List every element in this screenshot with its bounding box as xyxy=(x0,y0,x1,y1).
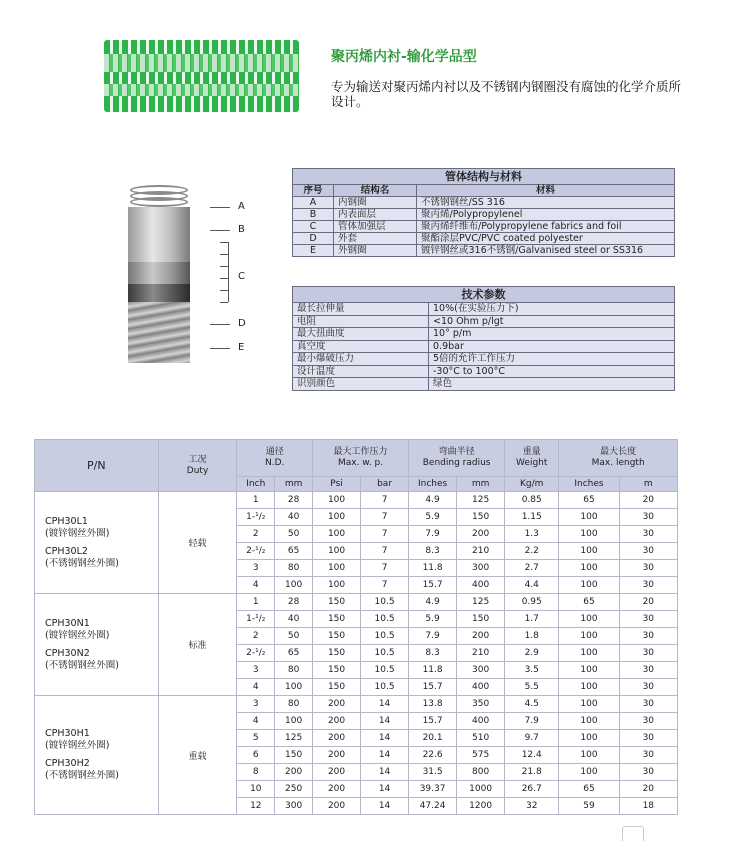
label-c: C xyxy=(238,271,245,282)
table-cell: 14 xyxy=(361,713,409,730)
table-cell: 4 xyxy=(237,713,275,730)
table-cell: 7 xyxy=(361,492,409,509)
unit-header: mm xyxy=(457,477,505,492)
structure-id: E xyxy=(293,245,334,257)
diagram-leaders xyxy=(210,200,270,360)
table-cell: 7 xyxy=(361,577,409,594)
table-cell: 5.9 xyxy=(409,509,457,526)
table-cell: 47.24 xyxy=(409,798,457,815)
table-cell: 1.7 xyxy=(505,611,559,628)
param-value: -30°C to 100°C xyxy=(429,365,675,378)
table-cell: 100 xyxy=(313,577,361,594)
param-value: 5倍的允许工作压力 xyxy=(429,353,675,366)
part-number: CPH30H1 xyxy=(45,728,90,739)
table-cell: 2.2 xyxy=(505,543,559,560)
table-cell: 30 xyxy=(619,696,677,713)
table-cell: 30 xyxy=(619,645,677,662)
table-cell: 10.5 xyxy=(361,679,409,696)
table-cell: 125 xyxy=(275,730,313,747)
table-cell: 100 xyxy=(313,560,361,577)
part-number-note: (镀锌钢丝外圈) xyxy=(45,740,110,751)
table-cell: 11.8 xyxy=(409,662,457,679)
table-cell: 80 xyxy=(275,696,313,713)
table-cell: 100 xyxy=(559,628,619,645)
param-row xyxy=(293,378,675,391)
table-cell: 65 xyxy=(275,543,313,560)
part-number-note: (镀锌钢丝外圈) xyxy=(45,527,110,539)
structure-row xyxy=(293,233,675,245)
table-cell: 30 xyxy=(619,509,677,526)
unit-header: bar xyxy=(361,477,409,492)
param-row xyxy=(293,328,675,341)
table-cell: 20.1 xyxy=(409,730,457,747)
table-cell: 3.5 xyxy=(505,662,559,679)
table-cell: 100 xyxy=(559,611,619,628)
table-cell: 28 xyxy=(275,492,313,509)
table-cell: 100 xyxy=(313,492,361,509)
part-number: CPH30L1 xyxy=(45,515,88,527)
table-cell: 4.5 xyxy=(505,696,559,713)
part-number-note: (不锈钢钢丝外圈) xyxy=(45,659,119,671)
table-cell: 5.9 xyxy=(409,611,457,628)
table-cell: 200 xyxy=(313,696,361,713)
table-cell: 10.5 xyxy=(361,628,409,645)
table-cell: 400 xyxy=(457,577,505,594)
table-cell: 21.8 xyxy=(505,764,559,781)
part-number-cell xyxy=(35,696,159,815)
table-row xyxy=(35,696,678,713)
table-cell: 30 xyxy=(619,560,677,577)
table-cell: 10.5 xyxy=(361,594,409,611)
table-cell: 200 xyxy=(457,526,505,543)
table-cell: 100 xyxy=(275,713,313,730)
table-cell: 4 xyxy=(237,679,275,696)
product-description: 专为输送对聚丙烯内衬以及不锈钢内钢圈没有腐蚀的化学介质所设计。 xyxy=(331,79,682,109)
table-cell: 200 xyxy=(275,764,313,781)
hose-construction-illustration xyxy=(120,185,198,365)
part-number: CPH30N1 xyxy=(45,617,90,629)
params-title: 技术参数 xyxy=(293,287,675,303)
structure-row xyxy=(293,221,675,233)
table-cell: 31.5 xyxy=(409,764,457,781)
unit-header: Psi xyxy=(313,477,361,492)
unit-header: Kg/m xyxy=(505,477,559,492)
label-d: D xyxy=(238,318,246,329)
table-cell: 100 xyxy=(559,509,619,526)
table-cell: 18 xyxy=(619,798,677,815)
param-value: 10° p/m xyxy=(429,328,675,341)
table-cell: 14 xyxy=(361,798,409,815)
table-cell: 100 xyxy=(559,543,619,560)
table-row xyxy=(35,594,678,611)
table-cell: 12 xyxy=(237,798,275,815)
table-cell: 300 xyxy=(457,560,505,577)
table-cell: 100 xyxy=(559,679,619,696)
table-cell: 1 xyxy=(237,594,275,611)
table-cell: 250 xyxy=(275,781,313,798)
table-cell: 13.8 xyxy=(409,696,457,713)
table-cell: 30 xyxy=(619,713,677,730)
table-cell: 150 xyxy=(313,662,361,679)
table-cell: 3 xyxy=(237,560,275,577)
part-number: CPH30L2 xyxy=(45,545,88,557)
structure-id: D xyxy=(293,233,334,245)
table-cell: 20 xyxy=(619,594,677,611)
structure-header-name: 结构名 xyxy=(334,185,417,197)
table-cell: 100 xyxy=(559,730,619,747)
product-title: 聚丙烯内衬-输化学品型 xyxy=(331,49,477,65)
technical-params-table xyxy=(292,286,675,391)
table-cell: 30 xyxy=(619,679,677,696)
param-value: 绿色 xyxy=(429,378,675,391)
table-cell: 100 xyxy=(559,526,619,543)
unit-header: Inch xyxy=(237,477,275,492)
table-cell: 10.5 xyxy=(361,645,409,662)
param-value: 10%(在实验压力下) xyxy=(429,303,675,316)
corner-tab-icon xyxy=(622,826,644,841)
table-cell: 150 xyxy=(313,628,361,645)
param-row xyxy=(293,353,675,366)
table-cell: 200 xyxy=(313,713,361,730)
table-cell: 2-¹/₂ xyxy=(237,543,275,560)
table-cell: 0.95 xyxy=(505,594,559,611)
part-number-cell xyxy=(35,492,159,594)
table-cell: 150 xyxy=(313,611,361,628)
table-cell: 14 xyxy=(361,764,409,781)
table-cell: 40 xyxy=(275,509,313,526)
table-cell: 200 xyxy=(313,730,361,747)
table-cell: 510 xyxy=(457,730,505,747)
table-cell: 14 xyxy=(361,696,409,713)
table-cell: 200 xyxy=(313,747,361,764)
table-cell: 30 xyxy=(619,526,677,543)
table-cell: 100 xyxy=(275,577,313,594)
table-cell: 1200 xyxy=(457,798,505,815)
label-a: A xyxy=(238,201,245,212)
table-row xyxy=(35,492,678,509)
table-cell: 40 xyxy=(275,611,313,628)
table-cell: 100 xyxy=(559,747,619,764)
table-cell: 0.85 xyxy=(505,492,559,509)
table-cell: 14 xyxy=(361,781,409,798)
table-cell: 28 xyxy=(275,594,313,611)
table-cell: 8 xyxy=(237,764,275,781)
table-cell: 4.9 xyxy=(409,594,457,611)
table-cell: 3 xyxy=(237,696,275,713)
table-cell: 100 xyxy=(559,560,619,577)
table-cell: 30 xyxy=(619,543,677,560)
table-cell: 125 xyxy=(457,594,505,611)
table-cell: 1-¹/₂ xyxy=(237,611,275,628)
header-pn: P/N xyxy=(35,440,159,492)
part-number: CPH30H2 xyxy=(45,758,90,769)
table-cell: 30 xyxy=(619,577,677,594)
table-cell: 10.5 xyxy=(361,611,409,628)
table-cell: 15.7 xyxy=(409,679,457,696)
table-cell: 7 xyxy=(361,526,409,543)
table-cell: 210 xyxy=(457,645,505,662)
table-cell: 1-¹/₂ xyxy=(237,509,275,526)
table-cell: 7 xyxy=(361,543,409,560)
table-cell: 4 xyxy=(237,577,275,594)
table-cell: 26.7 xyxy=(505,781,559,798)
table-cell: 30 xyxy=(619,628,677,645)
param-label: 识别颜色 xyxy=(293,378,429,391)
param-row xyxy=(293,365,675,378)
structure-row xyxy=(293,245,675,257)
structure-header-material: 材料 xyxy=(417,185,675,197)
table-cell: 2 xyxy=(237,628,275,645)
table-cell: 1.8 xyxy=(505,628,559,645)
table-cell: 2-¹/₂ xyxy=(237,645,275,662)
table-cell: 7 xyxy=(361,560,409,577)
table-cell: 200 xyxy=(313,798,361,815)
table-cell: 30 xyxy=(619,730,677,747)
table-cell: 200 xyxy=(313,764,361,781)
part-number: CPH30N2 xyxy=(45,647,90,659)
table-cell: 7.9 xyxy=(409,526,457,543)
table-cell: 20 xyxy=(619,781,677,798)
table-cell: 12.4 xyxy=(505,747,559,764)
unit-header: Inches xyxy=(409,477,457,492)
table-cell: 300 xyxy=(457,662,505,679)
param-label: 最长拉伸量 xyxy=(293,303,429,316)
param-row xyxy=(293,340,675,353)
label-e: E xyxy=(238,342,245,353)
table-cell: 100 xyxy=(275,679,313,696)
table-cell: 14 xyxy=(361,747,409,764)
table-cell: 1.15 xyxy=(505,509,559,526)
table-cell: 100 xyxy=(313,509,361,526)
table-cell: 4.4 xyxy=(505,577,559,594)
table-cell: 2 xyxy=(237,526,275,543)
structure-row xyxy=(293,197,675,209)
table-cell: 7 xyxy=(361,509,409,526)
part-number-note: (不锈钢钢丝外圈) xyxy=(45,770,119,781)
table-cell: 65 xyxy=(559,781,619,798)
table-cell: 30 xyxy=(619,611,677,628)
param-label: 真空度 xyxy=(293,340,429,353)
table-cell: 200 xyxy=(457,628,505,645)
param-row xyxy=(293,315,675,328)
table-cell: 100 xyxy=(559,577,619,594)
header-duty: 工况 Duty xyxy=(158,440,237,492)
table-cell: 100 xyxy=(559,713,619,730)
param-value: 0.9bar xyxy=(429,340,675,353)
table-cell: 5 xyxy=(237,730,275,747)
table-cell: 100 xyxy=(559,662,619,679)
table-cell: 7.9 xyxy=(505,713,559,730)
table-cell: 14 xyxy=(361,730,409,747)
table-cell: 210 xyxy=(457,543,505,560)
param-label: 最大扭曲度 xyxy=(293,328,429,341)
part-number-note: (不锈钢钢丝外圈) xyxy=(45,557,119,569)
table-cell: 100 xyxy=(559,645,619,662)
table-cell: 800 xyxy=(457,764,505,781)
structure-material: 聚酯涂层PVC/PVC coated polyester xyxy=(417,233,675,245)
structure-materials-table xyxy=(292,168,675,257)
table-cell: 65 xyxy=(559,492,619,509)
table-cell: 400 xyxy=(457,713,505,730)
table-cell: 575 xyxy=(457,747,505,764)
table-cell: 8.3 xyxy=(409,543,457,560)
unit-header: Inches xyxy=(559,477,619,492)
table-cell: 7.9 xyxy=(409,628,457,645)
structure-id: C xyxy=(293,221,334,233)
table-cell: 100 xyxy=(313,526,361,543)
table-cell: 150 xyxy=(275,747,313,764)
part-number-cell xyxy=(35,594,159,696)
table-cell: 1000 xyxy=(457,781,505,798)
table-cell: 2.9 xyxy=(505,645,559,662)
structure-material: 聚丙烯/Polypropylenel xyxy=(417,209,675,221)
structure-name: 内表面层 xyxy=(334,209,417,221)
table-cell: 100 xyxy=(559,764,619,781)
table-cell: 11.8 xyxy=(409,560,457,577)
table-cell: 30 xyxy=(619,764,677,781)
duty-cell: 轻载 xyxy=(158,492,237,594)
table-cell: 59 xyxy=(559,798,619,815)
table-cell: 1 xyxy=(237,492,275,509)
table-cell: 5.5 xyxy=(505,679,559,696)
table-cell: 50 xyxy=(275,526,313,543)
table-cell: 39.37 xyxy=(409,781,457,798)
structure-id: A xyxy=(293,197,334,209)
table-cell: 3 xyxy=(237,662,275,679)
table-cell: 2.7 xyxy=(505,560,559,577)
table-cell: 80 xyxy=(275,662,313,679)
param-value: <10 Ohm p/lgt xyxy=(429,315,675,328)
structure-title: 管体结构与材料 xyxy=(293,169,675,185)
green-hose-photo xyxy=(104,40,299,112)
table-cell: 125 xyxy=(457,492,505,509)
table-cell: 150 xyxy=(457,611,505,628)
header-nd: 通径 N.D. xyxy=(237,440,313,477)
table-cell: 350 xyxy=(457,696,505,713)
structure-name: 管体加强层 xyxy=(334,221,417,233)
table-cell: 150 xyxy=(313,679,361,696)
structure-name: 外钢圈 xyxy=(334,245,417,257)
table-cell: 10.5 xyxy=(361,662,409,679)
structure-name: 外套 xyxy=(334,233,417,245)
table-cell: 150 xyxy=(313,594,361,611)
table-cell: 400 xyxy=(457,679,505,696)
table-cell: 1.3 xyxy=(505,526,559,543)
table-cell: 65 xyxy=(275,645,313,662)
param-label: 最小爆破压力 xyxy=(293,353,429,366)
table-cell: 15.7 xyxy=(409,713,457,730)
header-max-length: 最大长度 Max. length xyxy=(559,440,678,477)
structure-material: 聚丙烯纤维布/Polypropylene fabrics and foil xyxy=(417,221,675,233)
table-cell: 50 xyxy=(275,628,313,645)
unit-header: mm xyxy=(275,477,313,492)
table-cell: 200 xyxy=(313,781,361,798)
table-cell: 22.6 xyxy=(409,747,457,764)
structure-name: 内钢圈 xyxy=(334,197,417,209)
structure-id: B xyxy=(293,209,334,221)
param-row xyxy=(293,303,675,316)
table-cell: 6 xyxy=(237,747,275,764)
table-cell: 100 xyxy=(559,696,619,713)
table-cell: 8.3 xyxy=(409,645,457,662)
param-label: 设计温度 xyxy=(293,365,429,378)
header-weight: 重量 Weight xyxy=(505,440,559,477)
structure-header-id: 序号 xyxy=(293,185,334,197)
table-cell: 100 xyxy=(313,543,361,560)
header-max-wp: 最大工作压力 Max. w. p. xyxy=(313,440,409,477)
table-cell: 32 xyxy=(505,798,559,815)
duty-cell: 重载 xyxy=(158,696,237,815)
duty-cell: 标准 xyxy=(158,594,237,696)
structure-material: 镀锌钢丝或316不锈钢/Galvanised steel or SS316 xyxy=(417,245,675,257)
table-cell: 4.9 xyxy=(409,492,457,509)
label-b: B xyxy=(238,224,245,235)
table-cell: 30 xyxy=(619,662,677,679)
table-cell: 10 xyxy=(237,781,275,798)
table-cell: 150 xyxy=(457,509,505,526)
header-bending-radius: 弯曲半径 Bending radius xyxy=(409,440,505,477)
table-cell: 15.7 xyxy=(409,577,457,594)
param-label: 电阻 xyxy=(293,315,429,328)
structure-row xyxy=(293,209,675,221)
part-number-note: (镀锌钢丝外圈) xyxy=(45,629,110,641)
table-cell: 300 xyxy=(275,798,313,815)
table-cell: 65 xyxy=(559,594,619,611)
specification-table xyxy=(34,439,678,815)
table-cell: 9.7 xyxy=(505,730,559,747)
table-cell: 20 xyxy=(619,492,677,509)
table-cell: 150 xyxy=(313,645,361,662)
table-cell: 30 xyxy=(619,747,677,764)
structure-material: 不锈钢钢丝/SS 316 xyxy=(417,197,675,209)
unit-header: m xyxy=(619,477,677,492)
table-cell: 80 xyxy=(275,560,313,577)
